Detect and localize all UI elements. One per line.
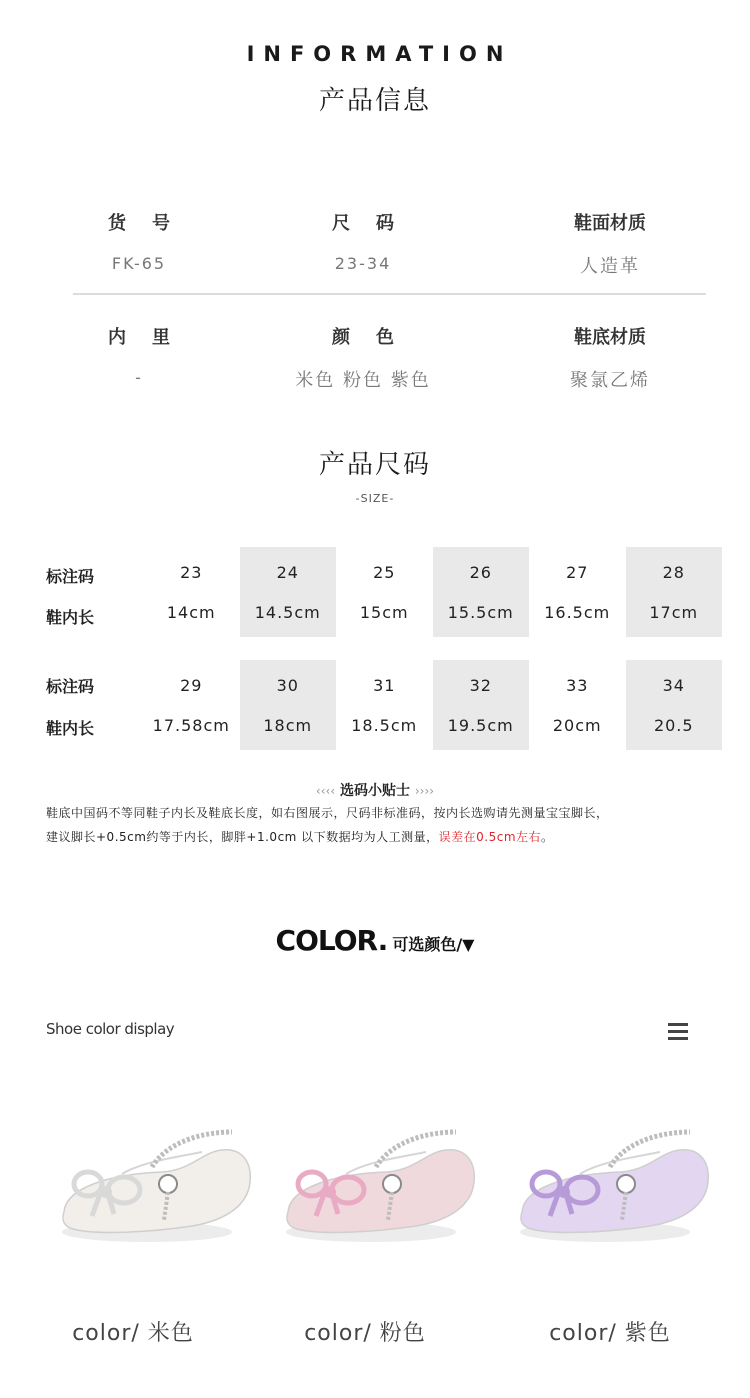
tips-deco-left: ‹‹‹‹ xyxy=(315,784,336,798)
info-color-value-cell xyxy=(238,366,488,392)
row-label-size: 标注码 xyxy=(46,567,95,586)
info-title-cn: 产品信息 xyxy=(318,86,431,116)
menu-icon[interactable] xyxy=(668,1023,688,1041)
info-label: 内里 xyxy=(108,327,196,348)
shoe-image xyxy=(510,1112,730,1282)
size-number: 27 xyxy=(566,563,589,582)
size-column xyxy=(240,660,337,750)
size-column xyxy=(433,660,530,750)
info-label: 鞋面材质 xyxy=(574,213,646,234)
size-column xyxy=(626,547,723,637)
shoe-image xyxy=(52,1112,272,1282)
row-label-length: 鞋内长 xyxy=(46,608,95,627)
size-length: 15cm xyxy=(359,603,409,622)
info-label: 鞋底材质 xyxy=(574,327,646,348)
size-number: 28 xyxy=(662,563,685,582)
shoe-image xyxy=(276,1112,496,1282)
info-sole xyxy=(485,323,735,349)
size-length: 20.5 xyxy=(653,716,694,735)
size-column xyxy=(336,547,433,637)
info-label: 货号 xyxy=(108,213,196,234)
size-subtitle: -SIZE- xyxy=(355,492,395,505)
tips-title-text: 选码小贴士 xyxy=(340,783,410,799)
size-column xyxy=(143,660,240,750)
size-table-2 xyxy=(38,660,721,750)
size-length: 19.5cm xyxy=(447,716,514,735)
tips-line-1: 鞋底中国码不等同鞋子内长及鞋底长度，如右图展示，尺码非标准码，按内长选购请先测量宝宝脚长， xyxy=(46,806,609,820)
size-column xyxy=(336,660,433,750)
color-title xyxy=(0,924,750,957)
size-number: 29 xyxy=(180,676,203,695)
shoe-caption: color/ 粉色 xyxy=(304,1321,426,1346)
color-title-en: COLOR. xyxy=(275,924,388,957)
info-lining-value-cell xyxy=(14,368,264,387)
info-size xyxy=(238,209,488,235)
shoe-display-label: Shoe color display xyxy=(46,1020,175,1038)
size-column xyxy=(529,660,626,750)
size-number: 30 xyxy=(276,676,299,695)
tips-line-2-end: 。 xyxy=(541,830,554,844)
info-value: 米色 粉色 紫色 xyxy=(295,370,431,391)
info-item-no xyxy=(14,209,264,235)
shoe-caption: color/ 米色 xyxy=(72,1321,194,1346)
tips-warning: 误差在0.5cm左右 xyxy=(438,830,542,844)
tips-deco-right: ›››› xyxy=(414,784,435,798)
info-size-value-cell xyxy=(238,254,488,273)
size-number: 34 xyxy=(662,676,685,695)
size-number: 33 xyxy=(566,676,589,695)
info-value: 23-34 xyxy=(334,254,392,273)
size-length: 14cm xyxy=(166,603,216,622)
info-lining xyxy=(14,323,264,349)
info-color xyxy=(238,323,488,349)
info-title-en: INFORMATION xyxy=(246,42,513,66)
size-number: 24 xyxy=(276,563,299,582)
size-length: 20cm xyxy=(552,716,602,735)
info-sole-value-cell xyxy=(485,366,735,392)
info-upper-value-cell xyxy=(485,252,735,278)
size-column xyxy=(433,547,530,637)
row-label-length: 鞋内长 xyxy=(46,719,95,738)
size-number: 31 xyxy=(373,676,396,695)
size-title: 产品尺码 xyxy=(318,450,431,480)
size-column xyxy=(529,547,626,637)
color-title-cn: 可选颜色/▼ xyxy=(392,935,475,954)
tips-title xyxy=(0,780,750,800)
size-length: 15.5cm xyxy=(447,603,514,622)
info-item-no-value-cell xyxy=(14,254,264,273)
size-length: 17.58cm xyxy=(152,716,230,735)
size-length: 17cm xyxy=(649,603,699,622)
info-value: 人造革 xyxy=(580,256,640,277)
info-value: 聚氯乙烯 xyxy=(570,370,650,391)
size-number: 23 xyxy=(180,563,203,582)
tips-line-2-text: 建议脚长+0.5cm约等于内长，脚胖+1.0cm 以下数据均为人工测量， xyxy=(46,830,439,844)
size-column xyxy=(143,547,240,637)
size-column xyxy=(240,547,337,637)
size-length: 16.5cm xyxy=(544,603,611,622)
size-number: 32 xyxy=(469,676,492,695)
info-value: FK-65 xyxy=(111,254,167,273)
shoe-caption: color/ 紫色 xyxy=(549,1321,671,1346)
info-label: 尺码 xyxy=(332,213,420,234)
size-number: 25 xyxy=(373,563,396,582)
info-upper xyxy=(485,209,735,235)
tips-line-2 xyxy=(46,828,726,845)
info-value: - xyxy=(135,368,143,387)
size-column xyxy=(626,660,723,750)
size-number: 26 xyxy=(469,563,492,582)
size-length: 18.5cm xyxy=(351,716,418,735)
info-label: 颜色 xyxy=(332,327,420,348)
size-length: 18cm xyxy=(263,716,313,735)
info-divider xyxy=(73,293,706,295)
size-length: 14.5cm xyxy=(254,603,321,622)
size-table-1 xyxy=(38,547,721,637)
row-label-size: 标注码 xyxy=(46,677,95,696)
